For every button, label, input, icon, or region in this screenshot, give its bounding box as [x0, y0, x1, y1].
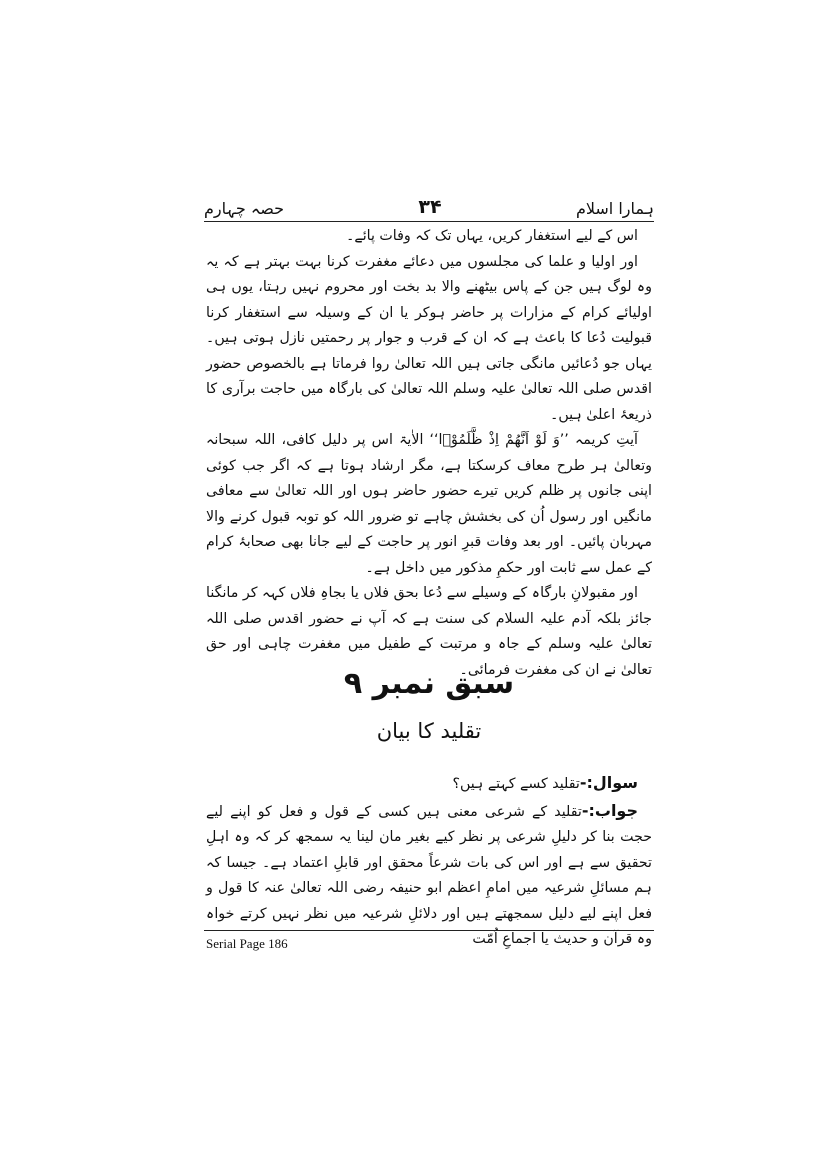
paragraph: اور اولیا و علما کی مجلسوں میں دعائے مغفرت کرنا بہت بہتر ہے کہ یہ وہ لوگ ہیں جن کے پاس بیٹھنے والا بد بخت اور محروم نہیں رہتا، یوں ہی اولیائے کرام کے مزارات پر حاضر ہوکر یا ان کے وسیلہ سے استغفار کرنا قبولیت دُعا کا باعث ہے کہ ان کے قرب و جوار پر رحمتیں نازل ہوتی ہیں۔ یہاں جو دُعائیں مانگی جاتی ہیں اللہ تعالیٰ روا فرماتا ہے بالخصوص حضور اقدس صلی اللہ تعالیٰ علیہ وسلم اللہ تعالیٰ کی بارگاہ میں حاجت برآری کا ذریعۂ اعلیٰ ہیں۔ [206, 253, 652, 423]
book-title: ہمارا اسلام [575, 199, 654, 218]
header-rule [204, 221, 654, 222]
paragraph: اور مقبولانِ بارگاہ کے وسیلے سے دُعا بحق فلاں یا بجاہِ فلاں کہہ کر مانگنا جائز بلکہ آدم علیہ السلام کی سنت ہے کہ آپ نے حضور اقدس صلی اللہ تعالیٰ علیہ وسلم کے جاہ و مرتبت کے طفیل میں مغفرت چاہی اور حق تعالیٰ نے ان کی مغفرت فرمائی۔ [206, 585, 652, 678]
question-text: تقلید کسے کہتے ہیں؟ [452, 776, 580, 792]
serial-page: Serial Page 186 [206, 936, 288, 951]
lesson-title: سبق نمبر ۹ [343, 666, 515, 701]
answer-label: جواب:- [581, 800, 638, 820]
lesson-heading [204, 664, 654, 748]
paragraph: اس کے لیے استغفار کریں، یہاں تک کہ وفات پائے۔ [346, 228, 638, 244]
section-label: حصہ چہارم [204, 199, 285, 218]
lesson-subtitle: تقلید کا بیان [376, 719, 482, 743]
page-header [204, 192, 654, 218]
question [206, 770, 652, 798]
page-number: ۳۴ [418, 196, 442, 218]
question-answer [206, 770, 652, 953]
answer-text: تقلید کے شرعی معنی ہیں کسی کے قول و فعل کو اپنے لیے حجت بنا کر دلیلِ شرعی پر نظر کیے بغیر مان لینا یہ سمجھ کر کہ وہ اہلِ تحقیق سے ہے اور اس کی بات شرعاً محقق اور قابلِ اعتماد ہے۔ جیسا کہ ہم مسائلِ شرعیہ میں امامِ اعظم ابو حنیفہ رضی اللہ تعالیٰ عنہ کا قول و فعل اپنے لیے دلیل سمجھتے ہیں اور دلائلِ شرعیہ میں نظر نہیں کرتے خواہ وہ قرآن و حدیث یا اجماعِ اُمّت [206, 803, 652, 947]
body-text [206, 224, 652, 683]
paragraph: آیتِ کریمہ ’’وَ لَوْ اَنَّهُمْ اِذْ ظَّلَمُوْۤا‘‘ الاٰیۃ اس پر دلیل کافی، اللہ سبحانہ وتعالیٰ ہر طرح معاف کرسکتا ہے، مگر ارشاد ہوتا ہے کہ اگر جب کوئی اپنی جانوں پر ظلم کریں تیرے حضور حاضر ہوں اور اللہ تعالیٰ سے معافی مانگیں اور رسول اُن کی بخشش چاہے تو ضرور اللہ کو توبہ قبول کرنے والا مہربان پائیں۔ اور بعد وفات قبرِ انور پر حاجت کے لیے جانا بھی صحابۂ کرام کے عمل سے ثابت اور حکمِ مذکور میں داخل ہے۔ [206, 432, 652, 576]
footer-rule [204, 930, 654, 931]
question-label: سوال:- [579, 773, 638, 792]
